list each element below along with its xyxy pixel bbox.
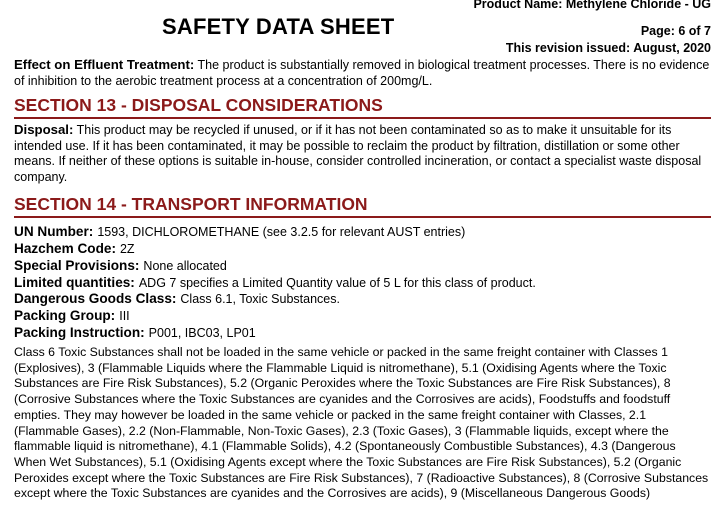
field-value: III [119,309,130,323]
product-name: Product Name: Methylene Chloride - UG [473,0,711,11]
hazchem-code-field [14,241,135,256]
field-label: UN Number: [14,224,94,239]
field-label: Hazchem Code: [14,241,116,256]
field-label: Limited quantities: [14,275,135,290]
field-value: 2Z [119,242,135,256]
field-label: Packing Instruction: [14,325,145,340]
un-number-field [14,224,465,239]
segregation-note: Class 6 Toxic Substances shall not be loaded in the same vehicle or packed in the same freight container with Classes 1 (Explosives), 3 (Flammable Liquids where the Flammable Liquid is nitromethane), 5.1 (Oxidising Agents where the Toxic Substances are Fire Risk Substances), 5.2 (Organic Peroxides where the Toxic Substances are Fire Risk Substances), 8 (Corrosive Substances where the Toxic Substances are cyanides and the Corrosives are acids), Foodstuffs and foodstuff empties. They may however be loaded in the same vehicle or packed in the same freight container with Classes, 2.1 (Flammable Gases), 2.2 (Non-Flammable, Non-Toxic Gases), 2.3 (Toxic Gases), 3 (Flammable liquids, except where the flammable liquid is nitromethane), 4.1 (Flammable Solids), 4.2 (Spontaneously Combustible Substances), 4.3 (Dangerous When Wet Substances), 5.1 (Oxidising Agents except where the Toxic Substances are Fire Risk Substances), 5.2 (Organic Peroxides except where the Toxic Substances are Fire Risk Substances), 7 (Radioactive Substances), 8 (Corrosive Substances except where the Toxic Substances are cyanides and the Corrosives are acids), 9 (Miscellaneous Dangerous Goods) [14,345,709,501]
field-value: P001, IBC03, LP01 [148,326,256,340]
special-provisions-field [14,258,227,273]
effluent-label: Effect on Effluent Treatment: [14,57,195,72]
field-value: None allocated [143,259,227,273]
packing-instruction-field [14,325,256,340]
page-number: Page: 6 of 7 [640,24,711,38]
effluent-paragraph [14,57,711,89]
field-label: Dangerous Goods Class: [14,291,177,306]
disposal-paragraph [14,122,711,185]
packing-group-field [14,308,130,323]
field-label: Packing Group: [14,308,116,323]
field-label: Special Provisions: [14,258,140,273]
effluent-text: The product is substantially removed in biological treatment processes. There is no evidence of inhibition to the aerobic treatment process at a concentration of 200mg/L. [14,58,710,88]
section-13-heading: SECTION 13 - DISPOSAL CONSIDERATIONS [14,95,383,115]
field-value: ADG 7 specifies a Limited Quantity value of 5 L for this class of product. [138,276,536,290]
field-value: 1593, DICHLOROMETHANE (see 3.2.5 for relevant AUST entries) [97,225,466,239]
section-13-rule [14,117,711,119]
disposal-label: Disposal: [14,122,74,137]
section-14-heading: SECTION 14 - TRANSPORT INFORMATION [14,194,368,214]
section-14-rule [14,216,711,218]
dangerous-goods-class-field [14,291,340,306]
field-value: Class 6.1, Toxic Substances. [180,292,340,306]
disposal-text: This product may be recycled if unused, or if it has not been contaminated so as to make it unsuitable for its intended use. If it has been contaminated, it may be possible to reclaim the product by filtration, distillation or some other means. If neither of these options is suitable in-house, consider controlled incineration, or contact a specialist waste disposal company. [14,123,702,184]
limited-quantities-field [14,275,536,290]
revision-date: This revision issued: August, 2020 [505,41,711,55]
document-title: SAFETY DATA SHEET [162,14,395,39]
